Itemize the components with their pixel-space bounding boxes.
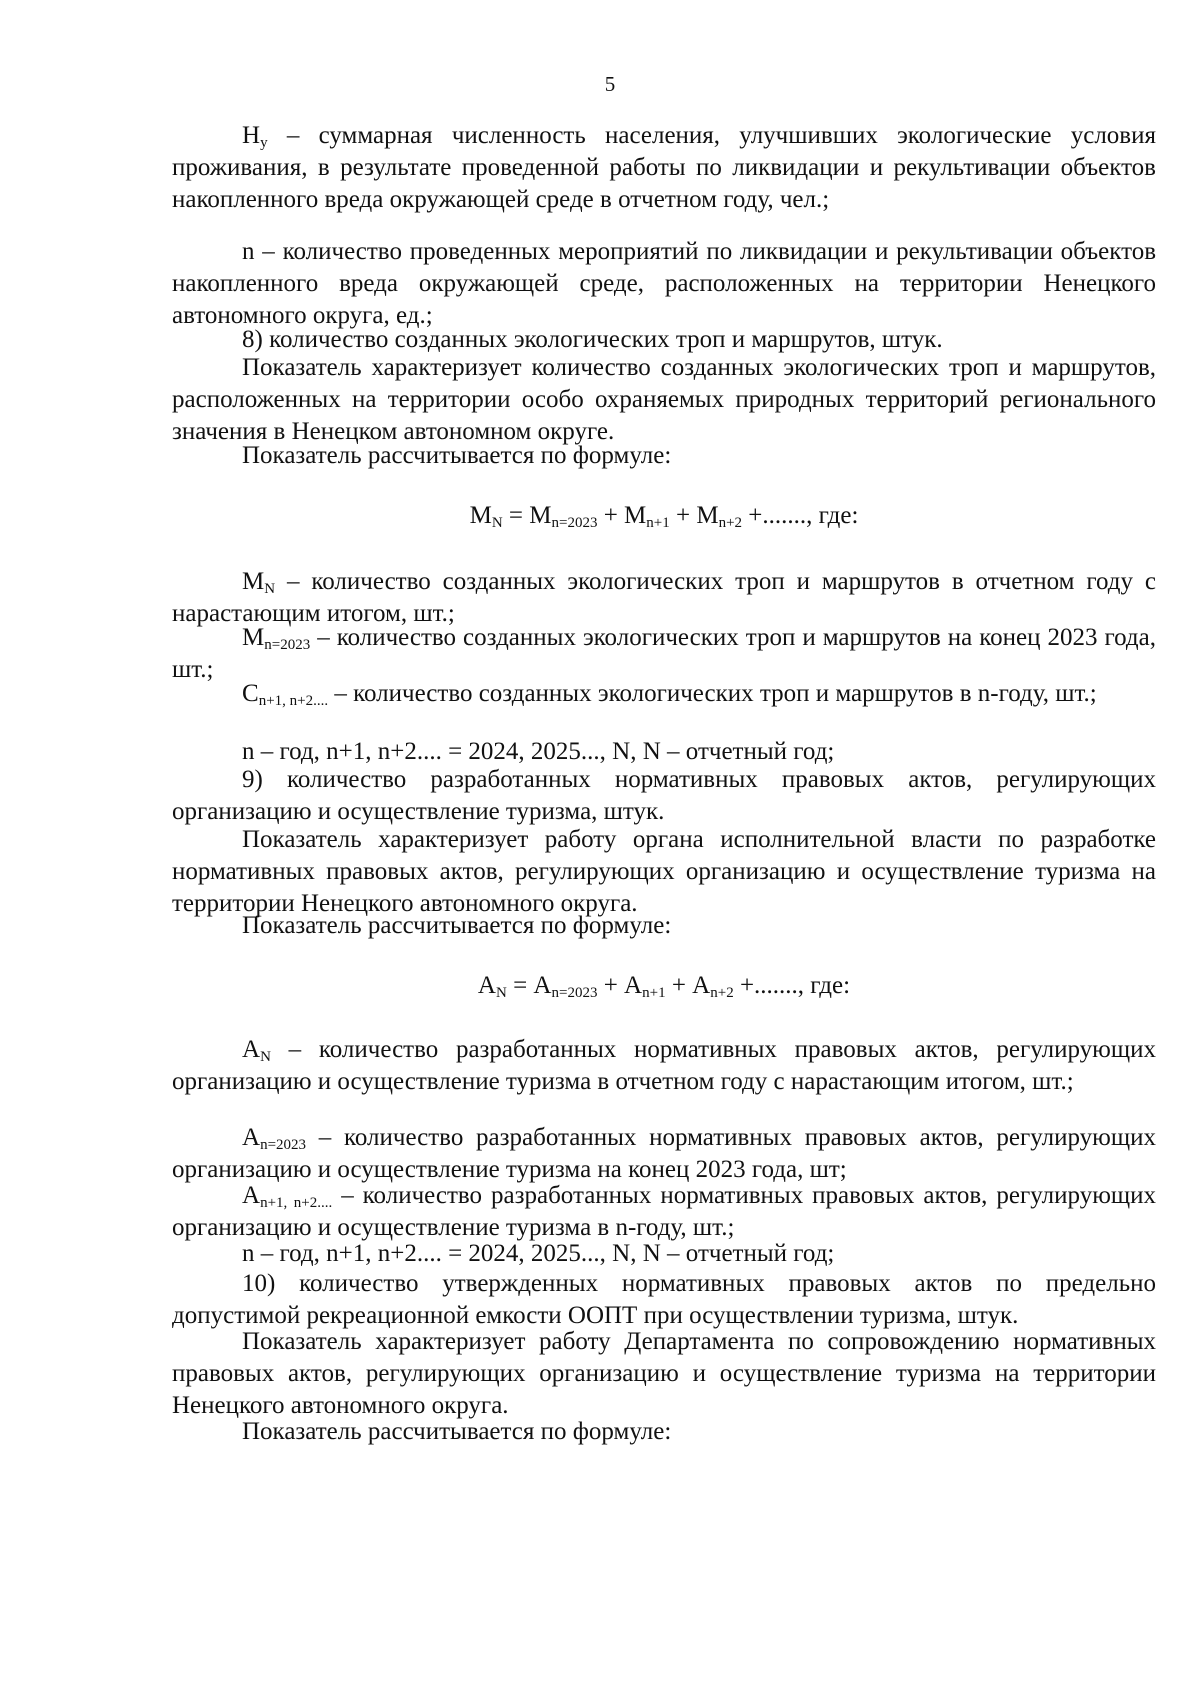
item-10-formula-intro: Показатель рассчитывается по формуле:: [242, 1418, 672, 1445]
definition-c: [172, 678, 1156, 710]
item-8-formula-intro: Показатель рассчитывается по формуле:: [242, 442, 672, 469]
formula-m-plus2: + М: [669, 502, 719, 529]
definition-an-text: – количество разработанных нормативных правовых актов, регулирующих организацию и осуществление туризма в отчетном году с нарастающим итогом, шт.;: [172, 1036, 1156, 1095]
item-10-heading: 10) количество утвержденных нормативных правовых актов по предельно допустимой рекреационной емкости ООПТ при осуществлении туризма, штук.: [172, 1270, 1156, 1329]
formula-m: [172, 500, 1156, 532]
formula-a-plus2: + А: [665, 972, 711, 999]
formula-m-t1-sub: n=2023: [551, 514, 598, 531]
symbol-ny-sub: у: [260, 134, 268, 151]
item-9-description: Показатель характеризует работу органа исполнительной власти по разработке нормативных правовых актов, регулирующих организацию и осуществление туризма на территории Ненецкого автономного округа.: [172, 826, 1156, 917]
formula-m-t2-sub: n+1: [646, 514, 670, 531]
symbol-c-sub: n+1, n+2....: [258, 692, 329, 709]
symbol-an-plus-sub: n+1, n+2....: [260, 1194, 333, 1211]
formula-a-t2-sub: n+1: [642, 984, 666, 1001]
symbol-m2023-sub: n=2023: [264, 636, 311, 653]
formula-m-t3-sub: n+2: [718, 514, 743, 531]
formula-a-tail: +......., где:: [733, 972, 851, 999]
item-10-description: Показатель характеризует работу Департамента по сопровождению нормативных правовых актов, регулирующих организацию и осуществление туризма на территории Ненецкого автономного округа.: [172, 1328, 1156, 1419]
definition-mn: [172, 566, 1156, 630]
formula-m-lhs-sub: N: [491, 514, 503, 531]
symbol-an: А: [242, 1036, 261, 1063]
definition-a2023-text: – количество разработанных нормативных правовых актов, регулирующих организацию и осуществление туризма на конец 2023 года, шт;: [172, 1124, 1156, 1183]
definition-mn-text: – количество созданных экологических троп и маршрутов в отчетном году с нарастающим итогом, шт.;: [172, 568, 1156, 627]
formula-m-plus1: + М: [597, 502, 647, 529]
definition-n-count: n – количество проведенных мероприятий по ликвидации и рекультивации объектов накопленного вреда окружающей среде, расположенных на территории Ненецкого автономного округа, ед.;: [172, 238, 1156, 329]
symbol-a2023-sub: n=2023: [260, 1136, 307, 1153]
definition-an: [172, 1034, 1156, 1098]
symbol-mn: М: [242, 568, 265, 595]
symbol-mn-sub: N: [264, 580, 276, 597]
formula-a-eq: = А: [506, 972, 552, 999]
formula-a-lhs-sub: N: [495, 984, 507, 1001]
symbol-m2023: М: [242, 624, 265, 651]
definition-m2023-text: – количество созданных экологических троп и маршрутов на конец 2023 года, шт.;: [172, 624, 1156, 683]
definition-m2023: [172, 622, 1156, 686]
item-9-formula-intro: Показатель рассчитывается по формуле:: [242, 912, 672, 939]
item-8-description: Показатель характеризует количество созданных экологических троп и маршрутов, расположенных на территории особо охраняемых природных территорий регионального значения в Ненецком автономном округе.: [172, 354, 1156, 445]
page-number: 5: [604, 72, 616, 96]
definition-ny-text: – суммарная численность населения, улучшивших экологические условия проживания, в результате проведенной работы по ликвидации и рекультивации объектов накопленного вреда окружающей среде в отчетном году, чел.;: [172, 122, 1156, 213]
symbol-a2023: А: [242, 1124, 261, 1151]
item-8-heading: 8) количество созданных экологических троп и маршрутов, штук.: [242, 326, 943, 353]
formula-m-tail: +......., где:: [742, 502, 859, 529]
symbol-ny: Н: [242, 122, 261, 149]
definition-a2023: [172, 1122, 1156, 1186]
definition-ny: [172, 120, 1156, 216]
definition-n-year-1: n – год, n+1, n+2.... = 2024, 2025..., N, N – отчетный год;: [242, 738, 835, 765]
definition-an-plus-text: – количество разработанных нормативных правовых актов, регулирующих организацию и осуществление туризма в n-году, шт.;: [172, 1182, 1156, 1241]
item-9-heading: 9) количество разработанных нормативных правовых актов, регулирующих организацию и осуществление туризма, штук.: [172, 766, 1156, 825]
formula-a-t3-sub: n+2: [710, 984, 734, 1001]
definition-c-text: – количество созданных экологических троп и маршрутов в n-году, шт.;: [328, 680, 1097, 707]
symbol-an-plus: А: [242, 1182, 261, 1209]
formula-a-plus1: + А: [597, 972, 643, 999]
symbol-an-sub: N: [260, 1048, 271, 1065]
formula-m-eq: = М: [502, 502, 552, 529]
symbol-c: С: [242, 680, 259, 707]
formula-a-lhs: А: [477, 972, 496, 999]
definition-an-plus: [172, 1180, 1156, 1244]
definition-n-year-2: n – год, n+1, n+2.... = 2024, 2025..., N, N – отчетный год;: [242, 1240, 835, 1267]
formula-a-t1-sub: n=2023: [551, 984, 598, 1001]
formula-a: [172, 970, 1156, 1002]
formula-m-lhs: М: [469, 502, 492, 529]
